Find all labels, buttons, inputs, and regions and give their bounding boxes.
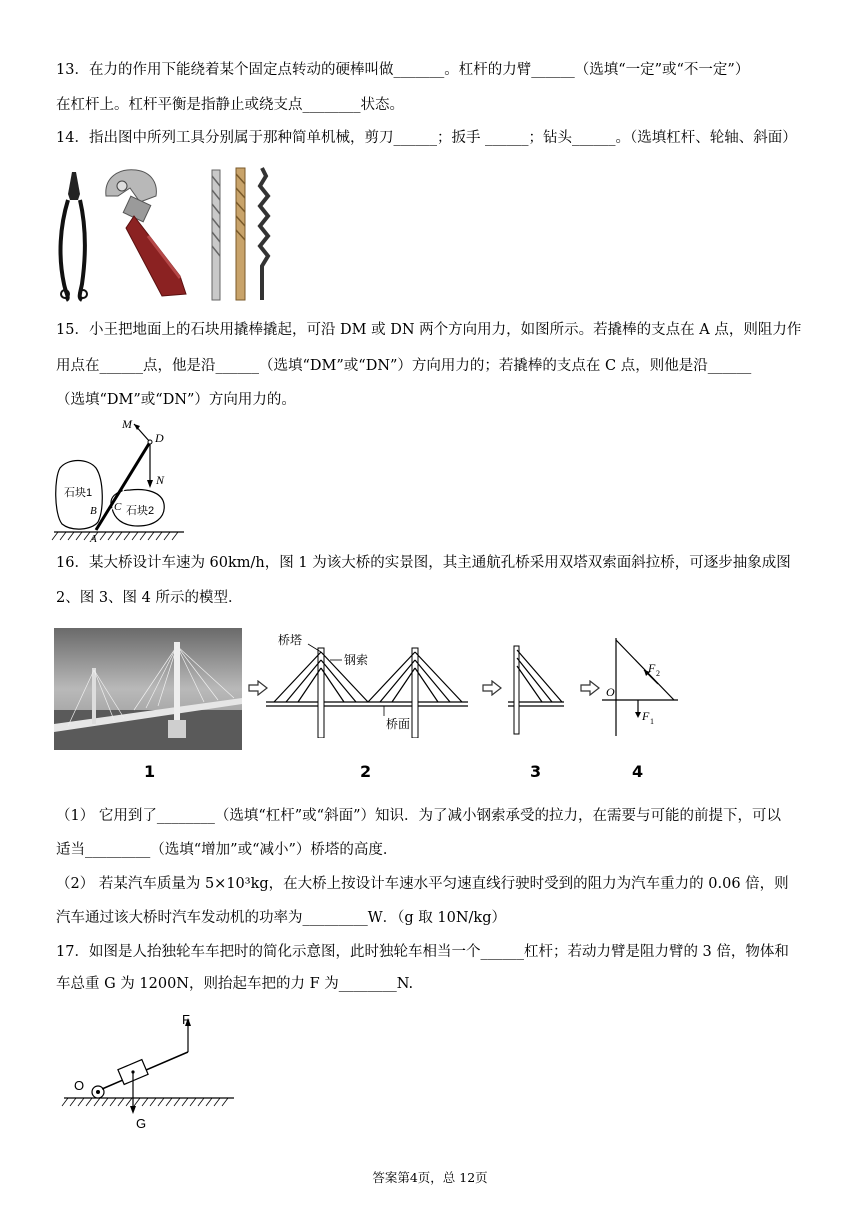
wrench-icon (96, 168, 186, 296)
label-N: N (156, 473, 165, 487)
q17-line-1: 17．如图是人抬独轮车车把时的简化示意图，此时独轮车相当一个______杠杆；若动力臂是阻力臂的 3 倍，物体和 (56, 944, 789, 960)
label-deck: 桥面 (386, 717, 411, 731)
label-D: D (155, 431, 164, 445)
arrow-icon-2 (482, 680, 502, 700)
bridge-photo (54, 628, 242, 754)
label-F1-sub: 1 (650, 717, 654, 726)
figure-caption-2: 2 (360, 762, 372, 781)
figure-caption-3: 3 (530, 762, 542, 781)
label-F1: F (642, 709, 650, 723)
bridge-model-4 (600, 634, 680, 742)
bridge-model-3 (506, 636, 566, 740)
q16-part2-line-2: 汽车通过该大桥时汽车发动机的功率为_________W．（g 取 10N/kg） (56, 910, 506, 926)
page-footer: 答案第4页，总 12页 (372, 1170, 488, 1185)
figure-caption-1: 1 (144, 762, 156, 781)
label-tower: 桥塔 (278, 633, 303, 647)
label-F2: F (648, 661, 656, 675)
label-B: B (90, 505, 97, 517)
q15-line-2: 用点在______点，他是沿______（选填“DM”或“DN”）方向用力的；若撬棒的支点在 C 点，则他是沿______ (56, 358, 752, 374)
q15-line-1: 15．小王把地面上的石块用撬棒撬起，可沿 DM 或 DN 两个方向用力，如图所示。若撬棒的支点在 A 点，则阻力作 (56, 322, 802, 338)
arrow-icon-3 (580, 680, 600, 700)
q15-line-3: （选填“DM”或“DN”）方向用力的。 (56, 392, 296, 408)
q14-line-1: 14．指出图中所列工具分别属于那种简单机械，剪刀______；扳手 ______；钻头______。（选填杠杆、轮轴、斜面） (56, 130, 797, 146)
label-O: O (606, 685, 615, 699)
q16-line-2: 2、图 3、图 4 所示的模型． (56, 590, 243, 606)
bridge-model-2 (264, 630, 470, 742)
crowbar-figure (50, 418, 190, 546)
label-O: O (74, 1078, 85, 1093)
tools-figure (56, 166, 286, 308)
label-cable: 钢索 (344, 653, 369, 667)
label-A: A (90, 533, 97, 542)
scissors-icon (61, 172, 87, 300)
figure-caption-4: 4 (632, 762, 644, 781)
label-M: M (122, 418, 132, 431)
q16-part1-line-1: （1） 它用到了________（选填“杠杆”或“斜面”）知识．为了减小钢索承受的拉力，在需要与可能的前提下，可以 (56, 808, 781, 824)
q16-part2-line-1: （2） 若某汽车质量为 5×10³kg，在大桥上按设计车速水平匀速直线行驶时受到的阻力为汽车重力的 0.06 倍，则 (56, 876, 789, 892)
label-rock2: 石块2 (126, 505, 155, 517)
drill-bits-icon (212, 168, 268, 300)
label-F: F (182, 1012, 190, 1027)
q13-line-1: 13．在力的作用下能绕着某个固定点转动的硬棒叫做_______。杠杆的力臂______（选填“一定”或“不一定”） (56, 62, 750, 78)
label-C: C (114, 501, 122, 513)
q17-line-2: 车总重 G 为 1200N，则抬起车把的力 F 为________N. (56, 976, 414, 992)
q16-part1-line-2: 适当_________（选填“增加”或“减小”）桥塔的高度． (56, 842, 398, 858)
q16-line-1: 16．某大桥设计车速为 60km/h，图 1 为该大桥的实景图，其主通航孔桥采用双塔双索面斜拉桥，可逐步抽象成图 (56, 555, 791, 571)
label-F2-sub: 2 (656, 669, 660, 678)
wheelbarrow-figure (58, 1012, 242, 1136)
label-G: G (136, 1116, 147, 1131)
label-rock1: 石块1 (64, 487, 93, 499)
q13-line-2: 在杠杆上。杠杆平衡是指静止或绕支点________状态。 (56, 97, 404, 113)
